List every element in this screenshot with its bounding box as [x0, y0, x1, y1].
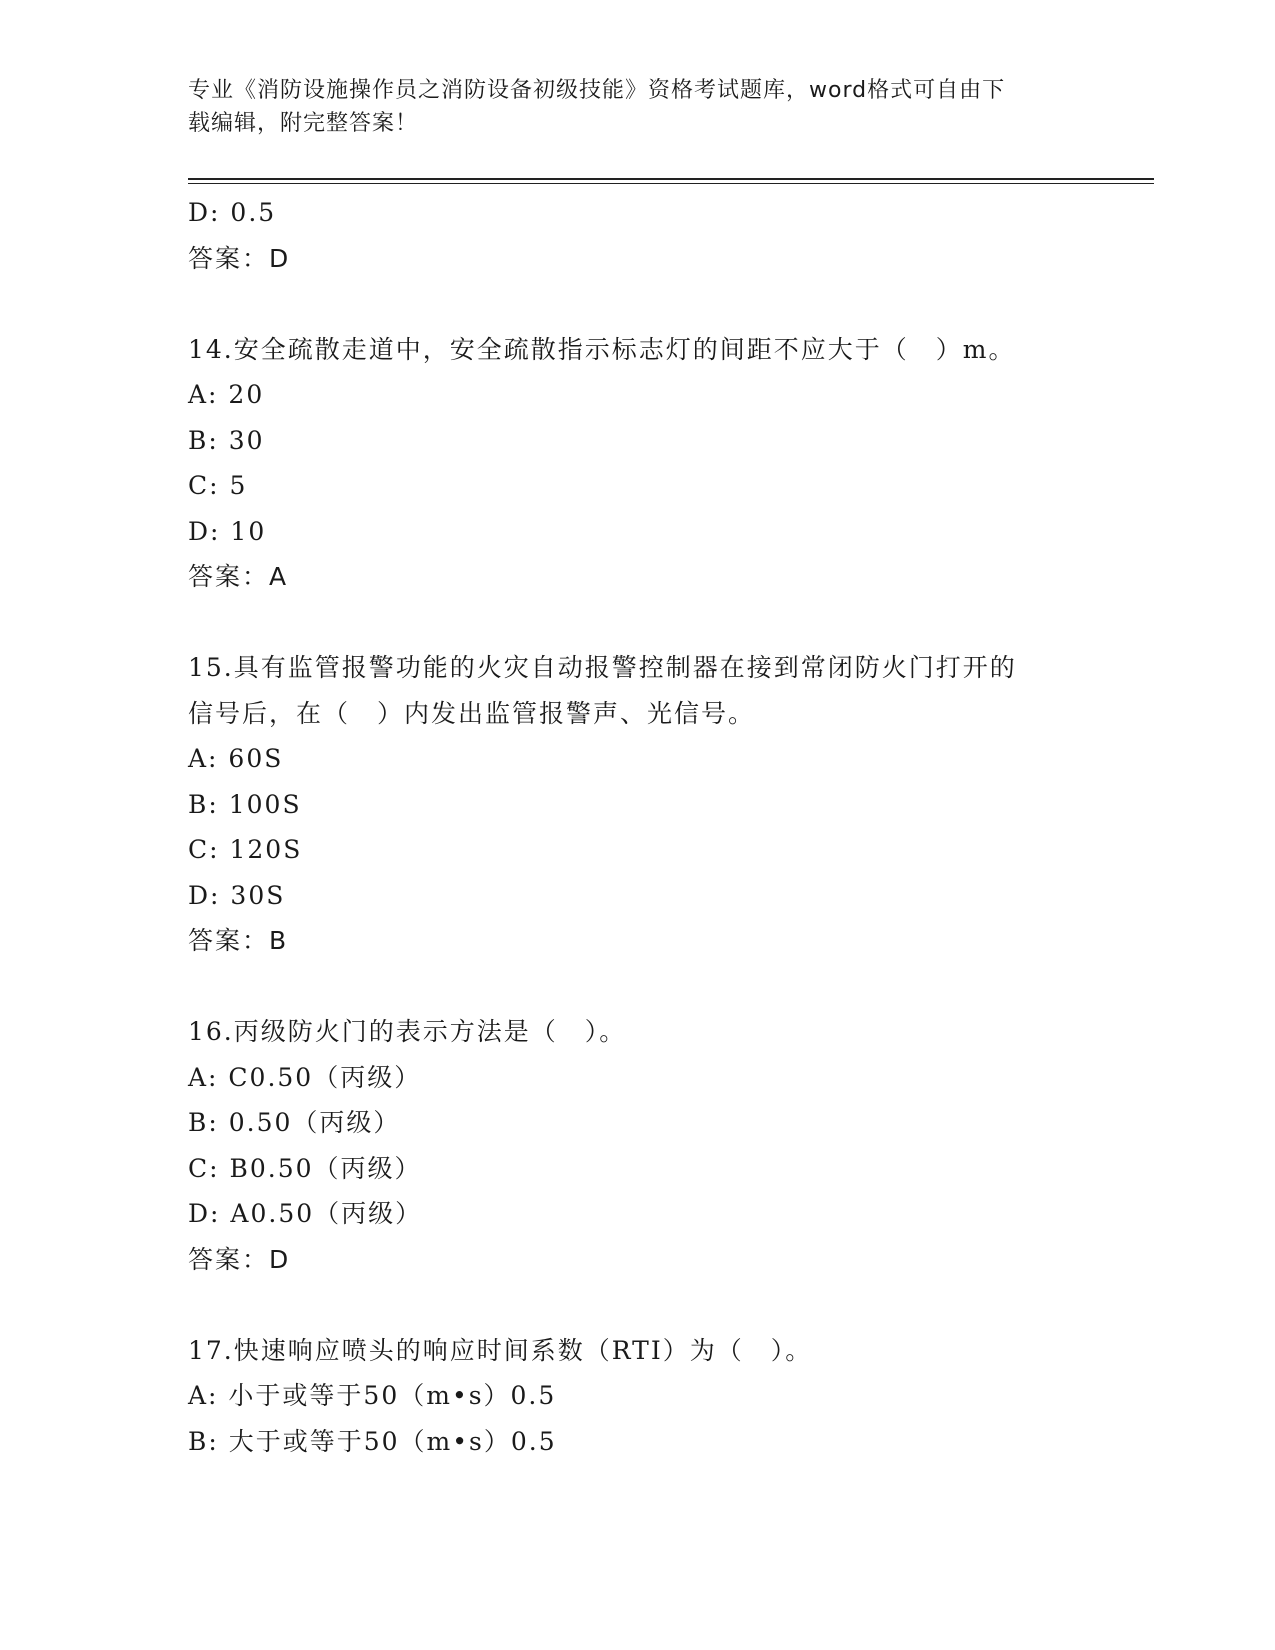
option-a: A: 小于或等于50（m•s）0.5 [188, 1381, 557, 1410]
header-line-1: 专业《消防设施操作员之消防设备初级技能》资格考试题库，word格式可自由下 [188, 78, 1006, 103]
option-c: C: 120S [188, 835, 303, 864]
spacer [188, 281, 1088, 327]
option-d: D: 0.5 [188, 198, 277, 227]
question-block-16 [188, 1009, 1088, 1282]
option-d: D: 30S [188, 880, 286, 910]
option-a: A: 60S [188, 744, 284, 773]
header-divider-thin [188, 183, 1154, 184]
answer-label: 答案：D [188, 1244, 291, 1274]
option-c: C: 5 [188, 471, 248, 500]
question-list [188, 190, 1088, 1464]
option-b: B: 100S [188, 789, 302, 819]
question-stem: 17.快速响应喷头的响应时间系数（RTI）为（ ）。 [188, 1335, 813, 1365]
option-d: D: A0.50（丙级） [188, 1199, 423, 1228]
answer-label: 答案：D [188, 243, 291, 273]
question-stem: 14.安全疏散走道中，安全疏散指示标志灯的间距不应大于（ ）m。 [188, 334, 1016, 364]
option-d: D: 10 [188, 516, 267, 546]
header-divider-thick [188, 178, 1154, 180]
option-b: B: 0.50（丙级） [188, 1108, 401, 1137]
option-b: B: 30 [188, 425, 265, 455]
spacer [188, 964, 1088, 1010]
question-block-15 [188, 645, 1088, 964]
header-line-2: 载编辑，附完整答案！ [188, 111, 419, 136]
document-header [188, 74, 1088, 140]
spacer [188, 600, 1088, 646]
question-block-17 [188, 1328, 1088, 1465]
question-block-13-tail [188, 190, 1088, 281]
option-a: A: C0.50（丙级） [188, 1062, 422, 1092]
answer-label: 答案：A [188, 562, 289, 591]
spacer [188, 1282, 1088, 1328]
answer-label: 答案：B [188, 926, 289, 955]
option-a: A: 20 [188, 380, 265, 409]
question-stem-line-1: 15.具有监管报警功能的火灾自动报警控制器在接到常闭防火门打开的 [188, 653, 1017, 682]
question-block-14 [188, 327, 1088, 600]
question-stem-line-2: 信号后，在（ ）内发出监管报警声、光信号。 [188, 698, 756, 728]
question-stem: 16.丙级防火门的表示方法是（ ）。 [188, 1017, 627, 1046]
option-b: B: 大于或等于50（m•s）0.5 [188, 1426, 557, 1456]
option-c: C: B0.50（丙级） [188, 1153, 422, 1183]
